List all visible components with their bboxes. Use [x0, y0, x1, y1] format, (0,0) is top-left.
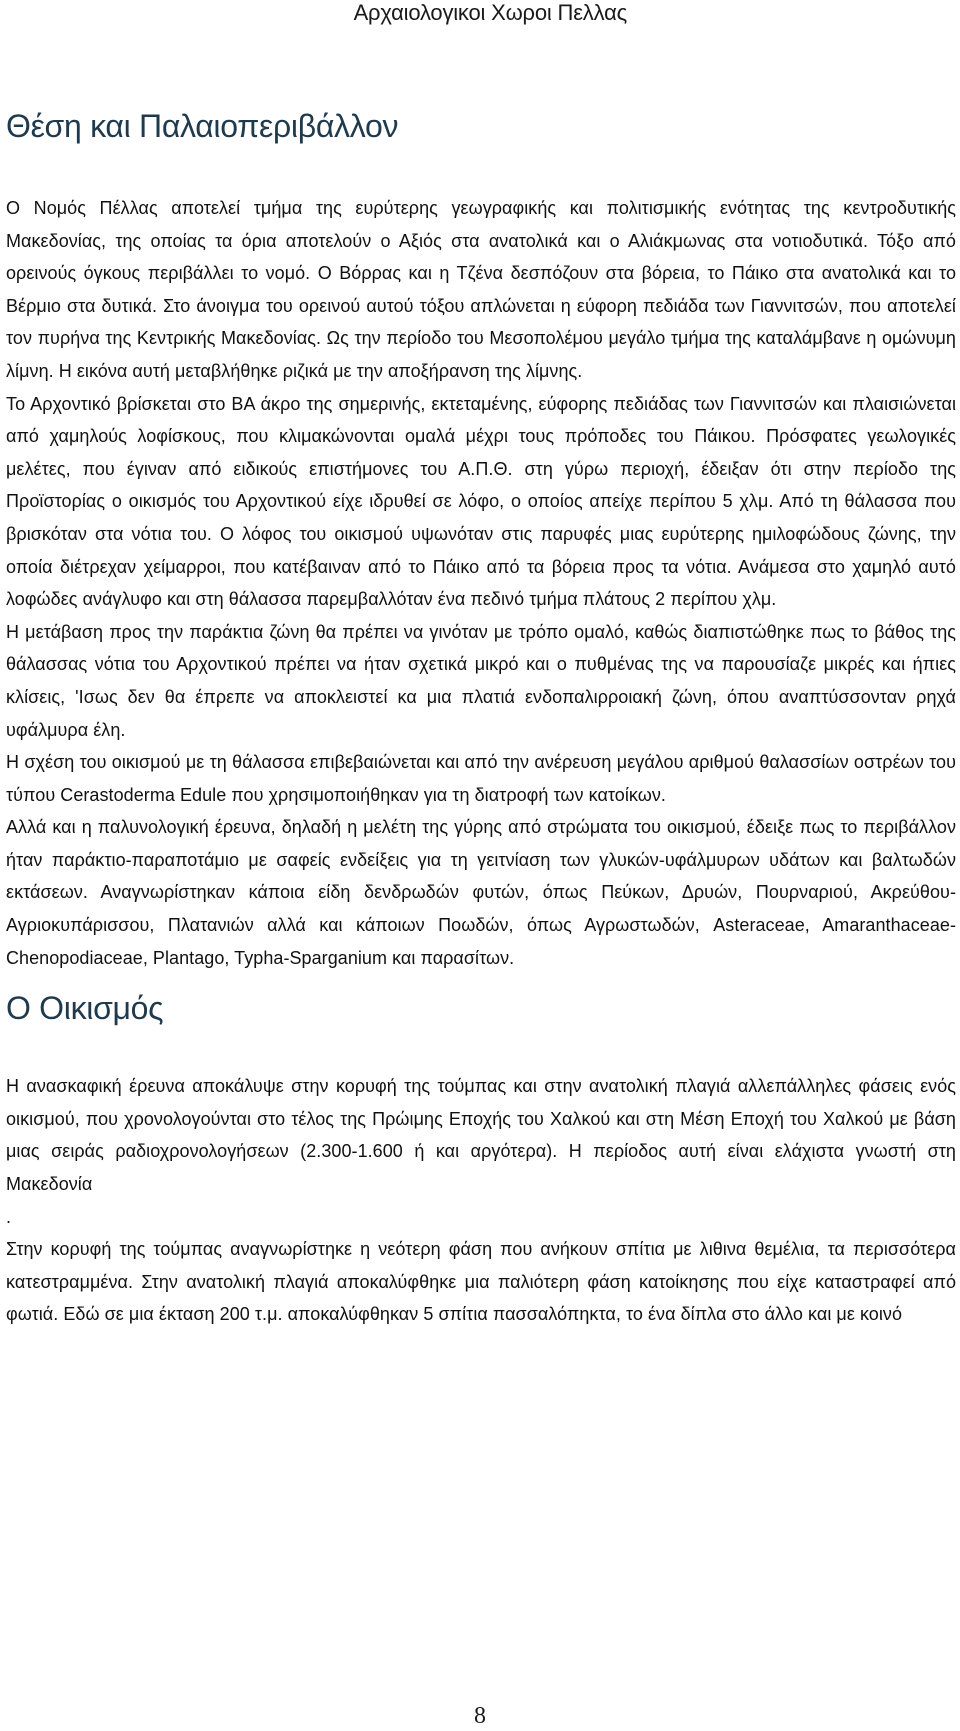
paragraph: Στην κορυφή της τούμπας αναγνωρίστηκε η νεότερη φάση που ανήκουν σπίτια με λιθινα θεμέλια, τα περισσότερα κατεστραμμένα. Στην ανατολική πλαγιά αποκαλύφθηκε μια παλιότερη φάση κατοίκησης που είχε καταστραφεί από φωτιά. Εδώ σε μια έκταση 200 τ.μ. αποκαλύφθηκαν 5 σπίτια πασσαλόπηκτα, το ένα δίπλα στο άλλο και με κοινό	[6, 1239, 956, 1325]
paragraph: Η σχέση του οικισμού με τη θάλασσα επιβεβαιώνεται και από την ανέρευση μεγάλου αριθμού θαλασσίων οστρέων του τύπου Cerastoderma Edule που χρησιμοποιήθηκαν για τη διατροφή των κατοίκων.	[6, 752, 956, 805]
stray-period: .	[6, 1206, 12, 1227]
section-title-settlement: Ο Οικισμός	[6, 990, 164, 1027]
paragraph: Η ανασκαφική έρευνα αποκάλυψε στην κορυφή της τούμπας και στην ανατολική πλαγιά αλλεπάλληλες φάσεις ενός οικισμού, που χρονολογούνται στο τέλος της Πρώιμης Εποχής του Χαλκού και στη Μέση Εποχή του Χαλκού με βάση μιας σειράς ραδιοχρονολογήσεων (2.300-1.600 ή και αργότερα). Η περίοδος αυτή είναι ελάχιστα γνωστή στη Μακεδονία	[6, 1076, 956, 1195]
paragraph: Η μετάβαση προς την παράκτια ζώνη θα πρέπει να γινόταν με τρόπο ομαλό, καθώς διαπιστώθηκε πως το βάθος της θάλασσας νότια του Αρχοντικού πρέπει να ήταν σχετικά μικρό και ο πυθμένας της να παρουσίαζε μικρές και ήπιες κλίσεις, 'Ισως δεν θα έπρεπε να αποκλειστεί κα μια πλατιά ενδοπαλιρροιακή ζώνη, όπου αναπτύσσονταν ρηχά υφάλμυρα έλη.	[6, 621, 956, 740]
paragraph: Αλλά και η παλυνολογική έρευνα, δηλαδή η μελέτη της γύρης από στρώματα του οικισμού, έδειξε πως το περιβάλλον ήταν παράκτιο-παραποτάμιο με σαφείς ενδείξεις για τη γειτνίαση των γλυκών-υφάλμυρων υδάτων και βαλτωδών εκτάσεων. Αναγνωρίστηκαν κάποια είδη δενδρωδών φυτών, όπως Πεύκων, Δρυών, Πουρναριού, Ακρεύθου-Αγριοκυπάρισσου, Πλατανιών αλλά και κάποιων Ποωδών, όπως Αγρωστωδών, Asteraceae, Amaranthaceae-Chenopodiaceae, Plantago, Typha-Sparganium και παρασίτων.	[6, 817, 956, 968]
paragraph: Ο Νομός Πέλλας αποτελεί τμήμα της ευρύτερης γεωγραφικής και πολιτισμικής ενότητας της κεντροδυτικής Μακεδονίας, της οποίας τα όρια αποτελούν ο Αξιός στα ανατολικά και ο Αλιάκμωνας στα νοτιοδυτικά. Τόξο από ορεινούς όγκους περιβάλλει το νομό. Ο Βόρρας και η Τζένα δεσπόζουν στα βόρεια, το Πάικο στα ανατολικά και το Βέρμιο στα δυτικά. Στο άνοιγμα του ορεινού αυτού τόξου απλώνεται η εύφορη πεδιάδα των Γιαννιτσών, που αποτελεί τον πυρήνα της Κεντρικής Μακεδονίας. Ως την περίοδο του Μεσοπολέμου μεγάλο τμήμα της καταλάμβανε η ομώνυμη λίμνη. Η εικόνα αυτή μεταβλήθηκε ριζικά με την αποξήρανση της λίμνης.	[6, 198, 956, 381]
section-title-location: Θέση και Παλαιοπεριβάλλον	[6, 108, 399, 144]
page-number: 8	[474, 1703, 486, 1729]
page-content	[6, 102, 956, 1331]
paragraph: Το Αρχοντικό βρίσκεται στο ΒΑ άκρο της σημερινής, εκτεταμένης, εύφορης πεδιάδας των Γιαννιτσών και πλαισιώνεται από χαμηλούς λοφίσκους, που κλιμακώνονται ομαλά μέχρι τους πρόποδες του Πάικου. Πρόσφατες γεωλογικές μελέτες, που έγιναν από ειδικούς επιστήμονες του Α.Π.Θ. στη γύρω περιοχή, έδειξαν ότι στην περίοδο της Προϊστορίας ο οικισμός του Αρχοντικού είχε ιδρυθεί σε λόφο, ο οποίος απείχε περίπου 5 χλμ. Από τη θάλασσα που βρισκόταν στα νότια του. Ο λόφος του οικισμού υψωνόταν στις παρυφές μιας ευρύτερης ημιλοφώδους ζώνης, την οποία διέτρεχαν χείμαρροι, που κατέβαιναν από το Πάικο από τα βόρεια προς τα νότια. Ανάμεσα στο χαμηλό αυτό λοφώδες ανάγλυφο και στη θάλασσα παρεμβαλλόταν ένα πεδινό τμήμα πλάτους 2 περίπου χλμ.	[6, 393, 956, 610]
running-header: Αρχαιολογικοι Χωροι Πελλας	[353, 0, 627, 25]
